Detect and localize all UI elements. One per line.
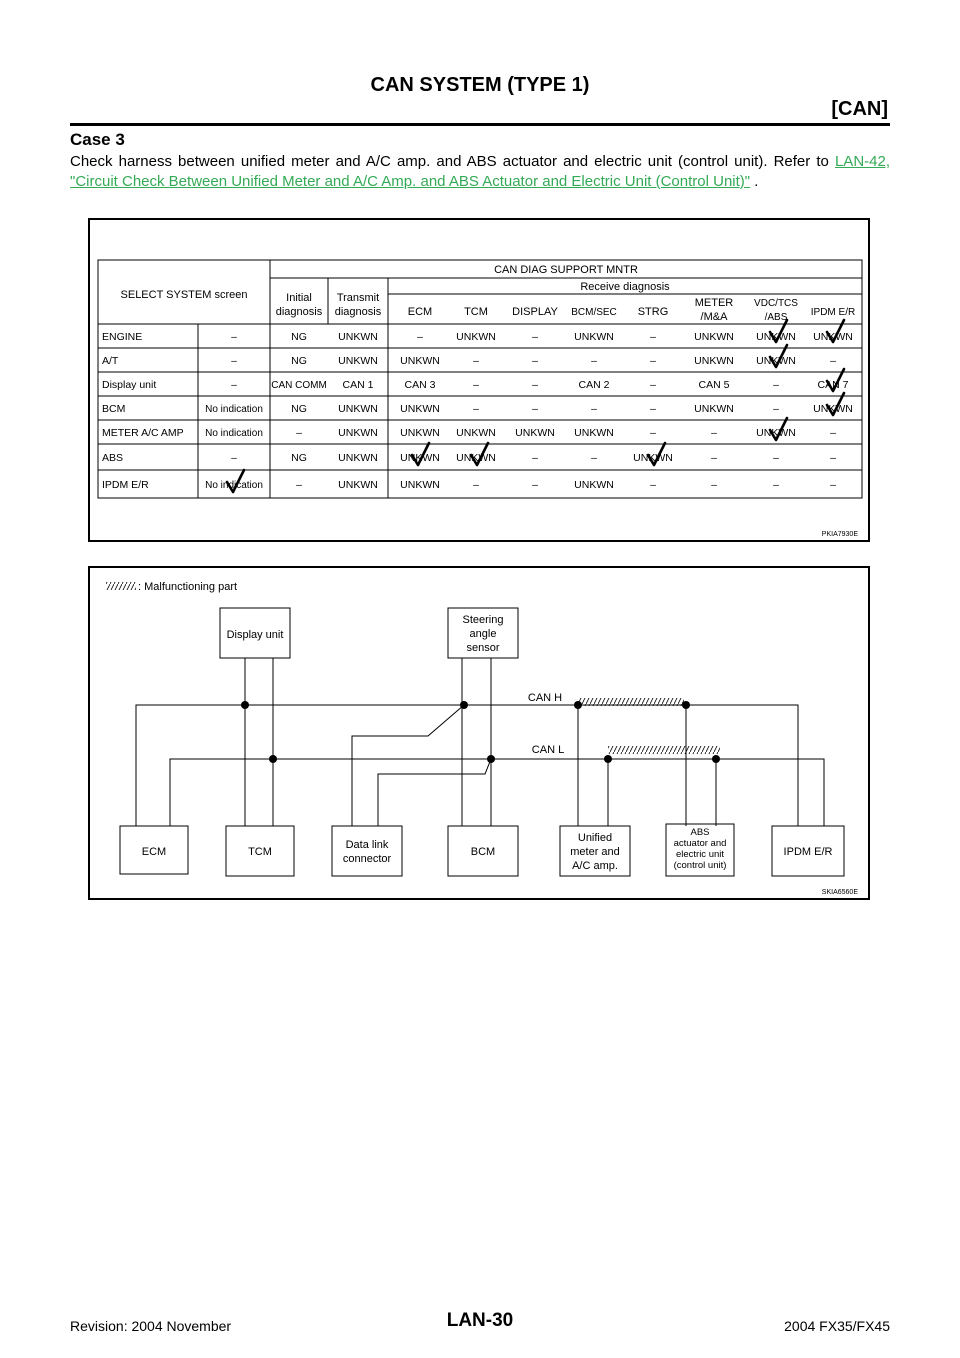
meter-label-2: meter and — [570, 846, 620, 858]
table-cell: – — [231, 332, 237, 343]
page-title: CAN SYSTEM (TYPE 1) — [370, 74, 590, 96]
steering-label-3: sensor — [466, 642, 500, 654]
col-meter: METER — [694, 297, 734, 309]
table-cell: UNKWN — [456, 427, 496, 439]
table-cell: UNKWN — [574, 331, 614, 343]
body-paragraph — [70, 152, 890, 192]
can-l-label: CAN L — [531, 744, 565, 756]
row-system-label: Display unit — [102, 379, 157, 391]
table-cell: UNKWN — [756, 427, 796, 439]
page-number: LAN-30 — [446, 1310, 514, 1331]
select-system-label: SELECT SYSTEM screen — [120, 289, 248, 301]
tcm-label: TCM — [248, 846, 272, 858]
support-monitor-label: CAN DIAG SUPPORT MNTR — [494, 264, 638, 276]
can-h-bus — [136, 705, 798, 826]
dlc-label-1: Data link — [345, 839, 389, 851]
table-cell: UNKWN — [694, 331, 734, 343]
row-system-label: A/T — [102, 355, 119, 367]
table-cell: CAN 3 — [404, 379, 436, 391]
table-cell: – — [773, 452, 779, 464]
table-cell: NG — [291, 452, 307, 464]
table-cell: – — [773, 403, 779, 415]
table-cell: – — [711, 479, 717, 491]
table-cell: – — [591, 403, 597, 415]
table-cell: UNKWN — [574, 479, 614, 491]
table-cell: – — [532, 452, 538, 464]
ipdm-label: IPDM E/R — [783, 846, 833, 858]
table-cell: – — [591, 452, 597, 464]
table-cell: UNKWN — [813, 403, 853, 415]
table-cell: – — [711, 452, 717, 464]
table-cell: UNKWN — [400, 452, 440, 464]
col-vdc-tcs: VDC/TCS — [754, 298, 798, 309]
transmit-label-1: Transmit — [336, 292, 380, 304]
revision-label: Revision: 2004 November — [70, 1318, 232, 1334]
table-body — [102, 331, 853, 491]
junction-dot — [712, 755, 720, 763]
table-cell: – — [473, 403, 479, 415]
table-cell: UNKWN — [694, 355, 734, 367]
table-cell: UNKWN — [338, 355, 378, 367]
table-cell: – — [473, 379, 479, 391]
table-cell: UNKWN — [574, 427, 614, 439]
table-cell: UNKWN — [338, 403, 378, 415]
table-cell: CAN 7 — [817, 379, 849, 391]
table-cell: UNKWN — [756, 331, 796, 343]
table-cell: – — [650, 403, 656, 415]
table-cell: – — [650, 355, 656, 367]
table-cell: – — [473, 479, 479, 491]
section-tag: [CAN] — [831, 98, 888, 120]
data-link-connector-box — [332, 826, 402, 876]
abs-label-4: (control unit) — [673, 860, 727, 871]
can-wiring-figure — [88, 566, 870, 900]
figure-code: PKIA7930E — [821, 531, 858, 538]
table-cell: – — [532, 379, 538, 391]
table-cell: UNKWN — [338, 427, 378, 439]
col-bcm-sec: BCM/SEC — [571, 307, 617, 318]
table-cell: UNKWN — [338, 479, 378, 491]
dlc-can-h-wire — [352, 705, 464, 826]
table-cell: NG — [291, 331, 307, 343]
col-ecm: ECM — [407, 306, 433, 318]
table-cell: UNKWN — [400, 479, 440, 491]
col-abs: /ABS — [764, 312, 788, 323]
junction-dot — [574, 701, 582, 709]
table-cell: – — [711, 427, 717, 439]
abs-label-1: ABS — [690, 827, 710, 838]
table-cell: – — [231, 356, 237, 367]
table-cell: – — [532, 479, 538, 491]
row-system-label: METER A/C AMP — [102, 427, 184, 439]
abs-label-2: actuator and — [673, 838, 727, 849]
col-strg: STRG — [637, 306, 669, 318]
dlc-label-2: connector — [342, 853, 392, 865]
table-cell: UNKWN — [756, 355, 796, 367]
model-label: 2004 FX35/FX45 — [784, 1318, 890, 1334]
table-cell: – — [650, 479, 656, 491]
table-cell: UNKWN — [694, 403, 734, 415]
col-m-and-a: /M&A — [700, 311, 728, 323]
can-h-label: CAN H — [527, 692, 563, 704]
table-cell: No indication — [205, 428, 263, 439]
junction-dot — [604, 755, 612, 763]
body-text: Check harness between unified meter and A/C amp. and ABS actuator and electric unit (control unit). Refer to — [70, 153, 835, 170]
table-cell: – — [532, 355, 538, 367]
can-wiring-svg — [90, 568, 868, 898]
diag-table-figure — [88, 218, 870, 542]
table-cell: – — [830, 355, 836, 367]
initial-label-1: Initial — [286, 292, 312, 304]
table-cell: UNKWN — [338, 452, 378, 464]
row-system-label: ABS — [102, 452, 124, 464]
diag-table-svg — [90, 220, 868, 540]
table-cell: UNKWN — [456, 452, 496, 464]
junction-dot — [269, 755, 277, 763]
can-l-bus — [170, 759, 824, 826]
dlc-can-l-wire — [378, 759, 491, 826]
table-cell: No indication — [205, 404, 263, 415]
table-cell: No indication — [205, 480, 263, 491]
table-cell: – — [473, 355, 479, 367]
row-system-label: BCM — [102, 403, 126, 415]
table-cell: – — [591, 355, 597, 367]
table-cell: – — [231, 380, 237, 391]
table-cell: CAN 1 — [342, 379, 374, 391]
table-cell: – — [417, 331, 423, 343]
steering-label-1: Steering — [462, 614, 504, 626]
col-display: DISPLAY — [512, 306, 558, 318]
table-cell: – — [773, 379, 779, 391]
table-cell: UNKWN — [400, 403, 440, 415]
table-cell: – — [773, 479, 779, 491]
hatch-legend-label: : Malfunctioning part — [138, 581, 238, 593]
table-cell: – — [532, 331, 538, 343]
row-system-label: ENGINE — [102, 331, 143, 343]
table-cell: NG — [291, 355, 307, 367]
meter-label-1: Unified — [577, 832, 613, 844]
initial-label-2: diagnosis — [275, 306, 323, 318]
hatch-legend-swatch — [106, 582, 136, 590]
col-ipdm: IPDM E/R — [810, 307, 856, 318]
table-cell: CAN 2 — [578, 379, 610, 391]
display-unit-label: Display unit — [226, 629, 284, 641]
table-cell: UNKWN — [813, 331, 853, 343]
table-cell: UNKWN — [515, 427, 555, 439]
table-cell: – — [650, 331, 656, 343]
table-cell: – — [830, 427, 836, 439]
case-heading: Case 3 — [70, 130, 125, 149]
transmit-label-2: diagnosis — [334, 306, 382, 318]
reference-link[interactable]: LAN-42, "Circuit Check Between Unified Meter and A/C Amp. and ABS Actuator and Electric Unit (Control Unit)" — [70, 153, 890, 190]
table-cell: – — [231, 453, 237, 464]
table-cell: – — [296, 427, 302, 439]
hatch-can-l — [608, 746, 720, 754]
figure-code: SKIA6560E — [821, 889, 858, 896]
table-cell: UNKWN — [400, 355, 440, 367]
receive-diagnosis-label: Receive diagnosis — [580, 281, 670, 293]
table-cell: NG — [291, 403, 307, 415]
junction-dot — [487, 755, 495, 763]
table-cell: – — [830, 452, 836, 464]
header-rule — [70, 123, 890, 126]
table-cell: – — [532, 403, 538, 415]
table-cell: UNKWN — [456, 331, 496, 343]
table-cell: – — [650, 427, 656, 439]
meter-label-3: A/C amp. — [572, 860, 618, 872]
row-system-label: IPDM E/R — [102, 479, 149, 491]
steering-label-2: angle — [469, 628, 497, 640]
junction-dot — [241, 701, 249, 709]
bcm-label: BCM — [470, 846, 496, 858]
junction-dot — [460, 701, 468, 709]
table-cell: UNKWN — [400, 427, 440, 439]
table-cell: – — [830, 479, 836, 491]
table-cell: CAN COMM — [271, 380, 327, 391]
table-cell: – — [650, 379, 656, 391]
table-cell: – — [296, 479, 302, 491]
ecm-label: ECM — [141, 846, 167, 858]
table-cell: CAN 5 — [698, 379, 730, 391]
table-cell: UNKWN — [338, 331, 378, 343]
abs-label-3: electric unit — [675, 849, 725, 860]
body-tail: . — [750, 173, 759, 190]
table-cell: UNKWN — [633, 452, 673, 464]
col-tcm: TCM — [464, 306, 488, 318]
junction-dot — [682, 701, 690, 709]
